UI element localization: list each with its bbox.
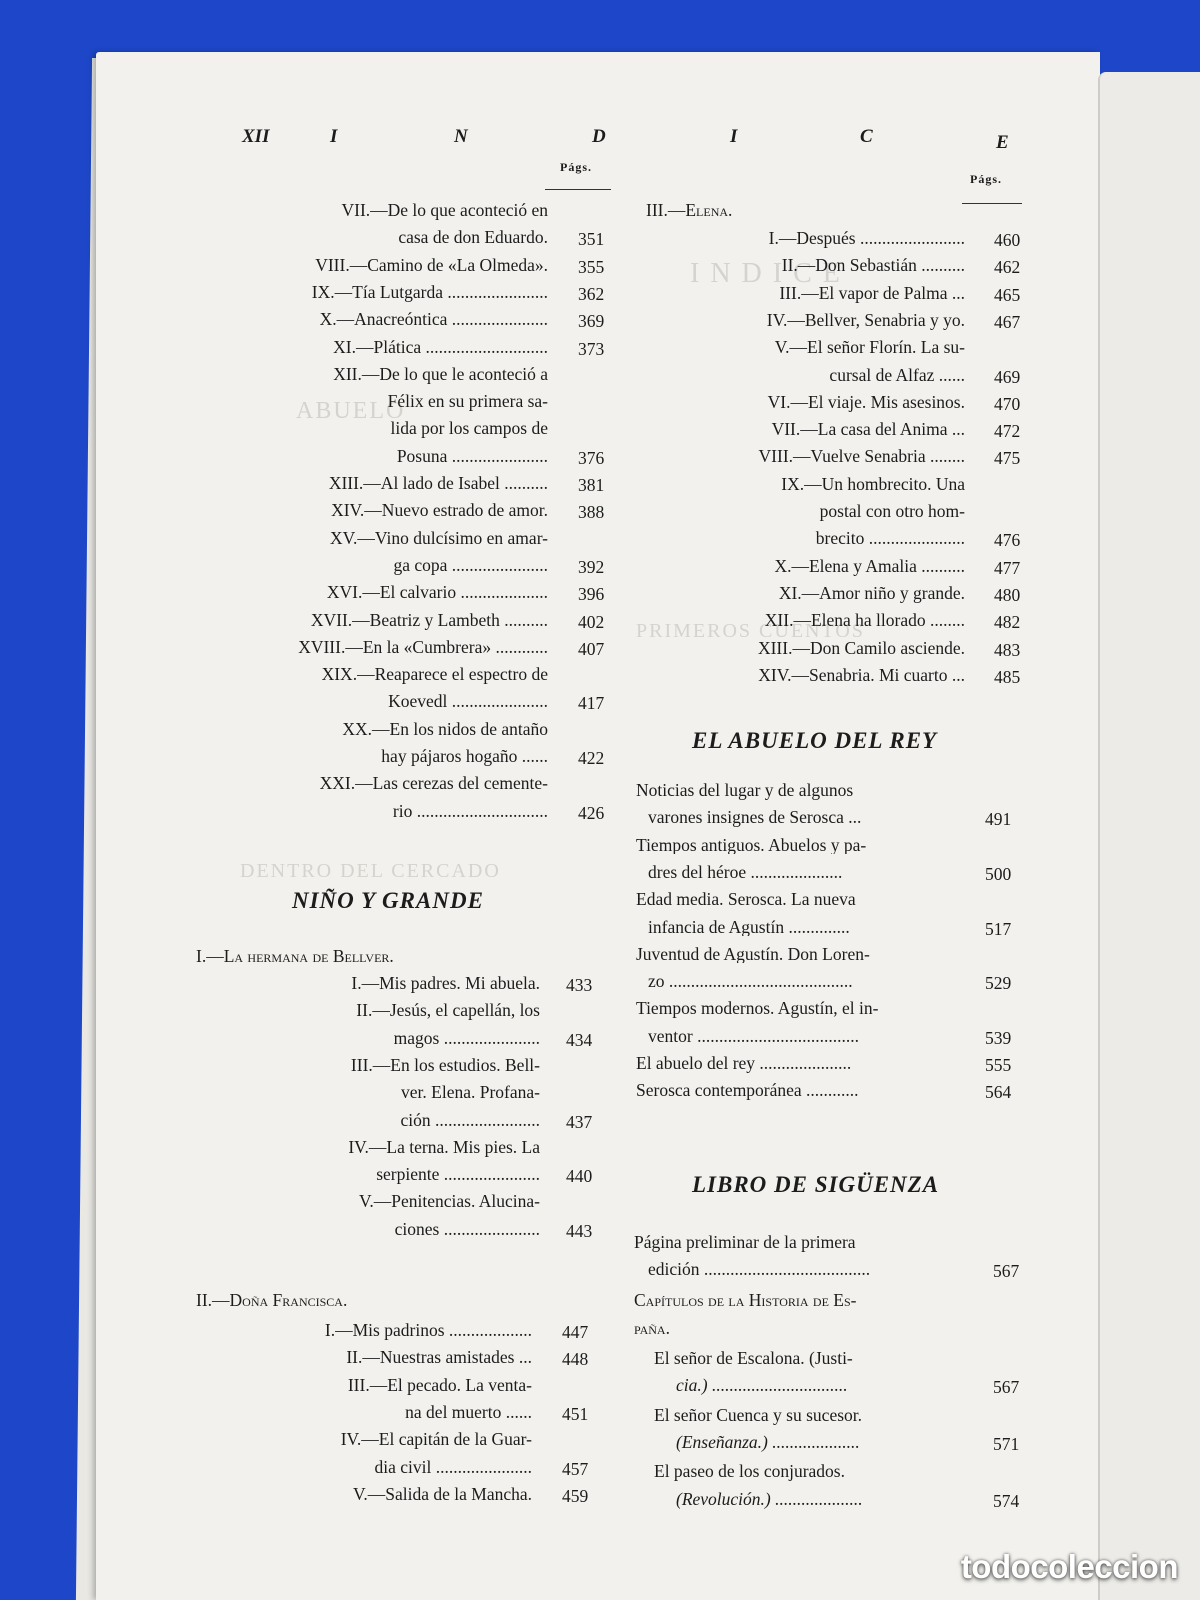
entry-line: IX.—Un hombrecito. Una — [781, 473, 965, 494]
pags-label-right: Págs. — [970, 172, 1002, 186]
entry-line: magos ...................... — [393, 1027, 540, 1048]
entry-line: VII.—De lo que aconteció en — [341, 200, 548, 220]
entry-page-number: 470 — [994, 393, 1021, 414]
entry-line: I.—Después ........................ — [768, 228, 965, 248]
bleed-through-text: ABUELO — [296, 398, 406, 424]
entry-page-number: 355 — [578, 256, 605, 277]
entry-page-number: 351 — [578, 229, 605, 250]
entry-line: IV.—Bellver, Senabria y yo. — [766, 309, 965, 330]
entry-page-number: 539 — [985, 1027, 1012, 1048]
entry-line: II.—Don Sebastián .......... — [781, 255, 965, 276]
entry-line: cursal de Alfaz ...... — [829, 364, 965, 385]
entry-line: hay pájaros hogaño ...... — [381, 746, 548, 766]
entry-page-number: 376 — [578, 447, 605, 468]
entry-line: El abuelo del rey ..................... — [636, 1055, 852, 1073]
entry-line: Página preliminar de la primera — [634, 1234, 856, 1252]
entry-page-number: 571 — [993, 1433, 1020, 1454]
entry-line: XIII.—Don Camilo asciende. — [757, 637, 965, 658]
entry-line: lida por los campos de — [390, 418, 548, 439]
entry-line: XV.—Vino dulcísimo en amar- — [330, 527, 548, 548]
entry-line: II.—Nuestras amistades ... — [346, 1347, 532, 1368]
entry-page-number: 469 — [994, 366, 1021, 387]
entry-page-number: 451 — [562, 1403, 589, 1424]
entry-line: Félix en su primera sa- — [387, 391, 548, 412]
entry-line: V.—El señor Florín. La su- — [774, 337, 965, 358]
entry-line: VI.—El viaje. Mis asesinos. — [767, 391, 965, 412]
bleed-through-text: DENTRO DEL CERCADO — [240, 860, 501, 882]
entry-line: Juventud de Agustín. Don Loren- — [636, 945, 870, 964]
entry-page-number: 485 — [994, 666, 1021, 687]
entry-line: varones insignes de Serosca ... — [648, 809, 862, 827]
entry-line: edición ...................................... — [648, 1261, 871, 1279]
title-letter: C — [860, 126, 873, 147]
entry-line: Noticias del lugar y de algunos — [636, 782, 854, 800]
entry-page-number: 517 — [985, 918, 1012, 939]
entry-page-number: 475 — [994, 448, 1021, 469]
entry-page-number: 407 — [578, 638, 605, 659]
bleed-through-text: PRIMEROS CUENTOS — [636, 620, 865, 642]
entry-page-number: 480 — [994, 584, 1021, 605]
entry-page-number: 388 — [578, 502, 605, 523]
entry-line: VIII.—Vuelve Senabria ........ — [758, 446, 965, 467]
entry-line: XIX.—Reaparece el espectro de — [321, 664, 548, 685]
entry-page-number: 433 — [566, 975, 593, 995]
entry-page-number: 362 — [578, 283, 605, 304]
entry-page-number: 422 — [578, 748, 605, 768]
title-letter: I — [730, 126, 738, 147]
entry-page-number: 500 — [985, 863, 1012, 884]
entry-line: XIII.—Al lado de Isabel .......... — [328, 473, 548, 493]
entry-page-number: 373 — [578, 338, 605, 359]
entry-line: ver. Elena. Profana- — [401, 1082, 540, 1103]
entry-line: El señor de Escalona. (Justi- — [654, 1348, 853, 1368]
entry-page-number: 529 — [985, 973, 1012, 994]
entry-page-number: 459 — [562, 1485, 589, 1506]
entry-line: XVIII.—En la «Cumbrera» ............ — [298, 636, 548, 657]
entry-line: I.—Mis padres. Mi abuela. — [351, 973, 540, 993]
entry-line: casa de don Eduardo. — [398, 227, 548, 248]
title-letter: D — [592, 126, 606, 147]
section-title: EL ABUELO DEL REY — [692, 728, 938, 753]
entry-page-number: 448 — [562, 1349, 589, 1370]
page-number: XII — [242, 126, 270, 147]
entry-page-number: 476 — [994, 530, 1021, 551]
bleed-through-text: I N D I C E — [690, 258, 842, 289]
entry-line: (Revolución.) .................... — [676, 1488, 863, 1509]
entry-line: brecito ...................... — [815, 528, 965, 549]
entry-line: XIV.—Senabria. Mi cuarto ... — [758, 664, 965, 685]
entry-line: V.—Salida de la Mancha. — [352, 1483, 532, 1504]
entry-page-number: 392 — [578, 556, 605, 577]
entry-line: X.—Elena y Amalia .......... — [774, 555, 965, 576]
entry-page-number: 483 — [994, 639, 1021, 660]
entry-line: XX.—En los nidos de antaño — [342, 718, 548, 739]
entry-page-number: 460 — [994, 230, 1021, 250]
entry-line: Koevedl ...................... — [388, 691, 548, 712]
entry-line: XI.—Plática ............................ — [333, 336, 548, 357]
entry-line: X.—Anacreóntica ...................... — [319, 309, 548, 330]
entry-line: zo .......................................... — [648, 973, 853, 991]
entry-line: na del muerto ...... — [405, 1401, 532, 1422]
entry-page-number: 417 — [578, 693, 605, 714]
section-title: NIÑO Y GRANDE — [292, 888, 484, 913]
entry-line: El paseo de los conjurados. — [654, 1461, 845, 1482]
entry-line: ción ........................ — [400, 1109, 540, 1130]
entry-line: III.—El vapor de Palma ... — [779, 282, 965, 303]
entry-page-number: 447 — [562, 1322, 589, 1342]
pags-label-left: Págs. — [560, 160, 592, 174]
entry-line: infancia de Agustín .............. — [648, 918, 850, 936]
entry-line: IV.—El capitán de la Guar- — [340, 1429, 532, 1450]
page-header — [242, 126, 1022, 156]
section-title: LIBRO DE SIGÜENZA — [692, 1172, 940, 1197]
entry-line: XI.—Amor niño y grande. — [778, 582, 965, 603]
entry-page-number: 482 — [994, 612, 1021, 633]
entry-page-number: 381 — [578, 475, 605, 495]
entry-page-number: 462 — [994, 257, 1021, 278]
entry-line: XIV.—Nuevo estrado de amor. — [331, 500, 548, 521]
part-title: I.—La hermana de Bellver. — [196, 946, 394, 966]
entry-line: dres del héroe ..................... — [648, 863, 843, 882]
entry-page-number: 443 — [566, 1220, 593, 1241]
entry-line: IV.—La terna. Mis pies. La — [348, 1136, 540, 1157]
entry-page-number: 434 — [566, 1029, 593, 1050]
entry-line: postal con otro hom- — [819, 501, 965, 521]
entry-page-number: 426 — [578, 802, 605, 823]
entry-line: I.—Mis padrinos ................... — [324, 1320, 532, 1340]
entry-line: V.—Penitencias. Alucina- — [359, 1191, 540, 1212]
entry-page-number: 369 — [578, 311, 605, 332]
title-letter: I — [330, 126, 338, 147]
entry-line: ga copa ...................... — [393, 554, 548, 575]
entry-line: cia.) ............................... — [676, 1375, 848, 1396]
entry-page-number: 574 — [993, 1490, 1020, 1511]
entry-line: ciones ...................... — [394, 1218, 540, 1239]
entry-line: Posuna ...................... — [396, 445, 548, 466]
entry-line: II.—Jesús, el capellán, los — [356, 1000, 540, 1021]
entry-line: El señor Cuenca y su sucesor. — [654, 1404, 863, 1425]
part-title: paña. — [634, 1318, 670, 1338]
part-title: III.—Elena. — [646, 200, 733, 220]
entry-line: XXI.—Las cerezas del cemente- — [319, 773, 548, 794]
entry-line: VIII.—Camino de «La Olmeda». — [315, 254, 548, 275]
pags-rule — [962, 203, 1022, 204]
entry-line: dia civil ...................... — [374, 1456, 532, 1477]
entry-line: III.—En los estudios. Bell- — [350, 1054, 540, 1075]
title-letter: N — [454, 126, 468, 147]
entry-page-number: 440 — [566, 1166, 593, 1187]
entry-page-number: 477 — [994, 557, 1021, 578]
entry-line: Tiempos modernos. Agustín, el in- — [636, 1000, 879, 1018]
entry-line: XII.—De lo que le aconteció a — [333, 363, 548, 384]
entry-line: VII.—La casa del Anima ... — [771, 419, 965, 440]
entry-line: serpiente ...................... — [376, 1164, 540, 1185]
facing-page — [1098, 72, 1200, 1600]
title-letter: E — [996, 132, 1009, 153]
entry-page-number: 555 — [985, 1055, 1012, 1075]
entry-line: XVII.—Beatriz y Lambeth .......... — [310, 609, 548, 630]
entry-line: XVI.—El calvario .................... — [326, 582, 548, 603]
entry-line: III.—El pecado. La venta- — [347, 1374, 532, 1395]
entry-line: IX.—Tía Lutgarda ....................... — [311, 281, 548, 302]
entry-line: Tiempos antiguos. Abuelos y pa- — [636, 836, 867, 855]
part-title: II.—Doña Francisca. — [196, 1290, 348, 1310]
entry-line: Edad media. Serosca. La nueva — [636, 891, 856, 909]
entry-page-number: 567 — [993, 1377, 1020, 1398]
entry-line: XII.—Elena ha llorado ........ — [764, 610, 965, 631]
entry-page-number: 396 — [578, 584, 605, 605]
entry-line: ventor ..................................... — [648, 1027, 859, 1046]
watermark-logo: todocoleccion — [960, 1548, 1178, 1585]
pags-rule — [545, 189, 611, 190]
entry-page-number: 564 — [985, 1082, 1012, 1103]
entry-page-number: 437 — [566, 1111, 593, 1132]
entry-page-number: 467 — [994, 311, 1021, 332]
entry-page-number: 465 — [994, 284, 1021, 305]
entry-page-number: 457 — [562, 1458, 589, 1479]
entry-line: Serosca contemporánea ............ — [636, 1082, 859, 1100]
entry-page-number: 567 — [993, 1261, 1020, 1282]
part-title: Capítulos de la Historia de Es- — [634, 1290, 857, 1310]
entry-page-number: 472 — [994, 421, 1021, 442]
entry-line: (Enseñanza.) .................... — [676, 1431, 860, 1452]
entry-line: rio .............................. — [392, 800, 548, 821]
entry-page-number: 402 — [578, 611, 605, 632]
entry-page-number: 491 — [985, 809, 1012, 830]
